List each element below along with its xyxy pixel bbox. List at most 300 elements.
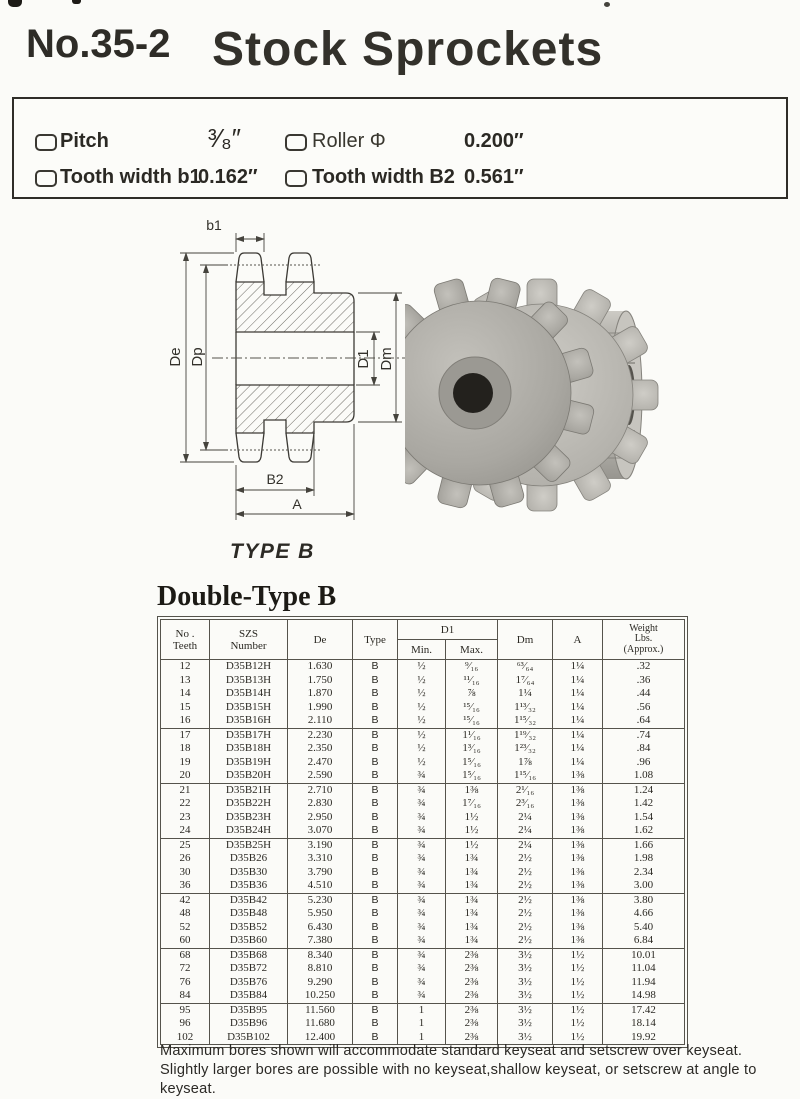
table-cell: 3½ [498,989,553,1003]
table-row [161,838,685,852]
table-cell: 1¹⁵⁄₃₂ [498,714,553,728]
scan-artifact [604,2,610,7]
table-cell: D35B18H [210,742,288,756]
table-cell: ¾ [398,797,446,811]
table-cell: D35B102 [210,1031,288,1045]
table-cell: 2⅜ [446,948,498,962]
table-cell: D35B19H [210,756,288,770]
header-szs-line2: Number [230,639,267,652]
table-cell: B [353,838,398,852]
page-title: Stock Sprockets [212,23,604,76]
table-cell: 17 [161,728,210,742]
table-cell: 1.66 [603,838,685,852]
table-cell: 1½ [553,976,603,990]
table-cell: 2½ [498,893,553,907]
table-cell: 3.80 [603,893,685,907]
table-cell: B [353,783,398,797]
table-row [161,948,685,962]
table-cell: 1.08 [603,769,685,783]
table-cell: ¾ [398,852,446,866]
table-cell: D35B22H [210,797,288,811]
table-cell: 1¼ [553,660,603,674]
table-cell: B [353,660,398,674]
table-cell: 1⅜ [553,797,603,811]
table-cell: 1¼ [553,701,603,715]
table-cell: B [353,1017,398,1031]
table-cell: B [353,962,398,976]
table-cell: 4.66 [603,907,685,921]
table-cell: B [353,907,398,921]
table-body [161,660,685,1045]
table-cell: D35B26 [210,852,288,866]
table-cell: ¹⁵⁄₁₆ [446,714,498,728]
table-cell: 19 [161,756,210,770]
table-heading: Double-Type B [157,581,337,612]
header-teeth [161,620,210,660]
table-cell: 3½ [498,948,553,962]
table-row [161,674,685,688]
table-cell: D35B60 [210,934,288,948]
table-cell: 48 [161,907,210,921]
table-cell: B [353,866,398,880]
table-cell: D35B20H [210,769,288,783]
table-cell: 1.42 [603,797,685,811]
table-cell: 1⅜ [553,769,603,783]
table-cell: 1¾ [446,921,498,935]
table-cell: .84 [603,742,685,756]
table-cell: B [353,797,398,811]
header-type: Type [353,620,398,660]
header-dm: Dm [498,620,553,660]
table-cell: 1⅜ [553,934,603,948]
table-cell: 42 [161,893,210,907]
table-cell: 2½ [498,921,553,935]
table-cell: B [353,921,398,935]
table-cell: 2¹⁄₁₆ [498,783,553,797]
table-cell: 1¾ [446,907,498,921]
table-cell: 1¹⁹⁄₃₂ [498,728,553,742]
table-cell: B [353,756,398,770]
table-cell: 2¼ [498,824,553,838]
table-cell: D35B42 [210,893,288,907]
pitch-value: ³⁄₈″ [208,123,241,153]
table-cell: 11.94 [603,976,685,990]
table-cell: 26 [161,852,210,866]
table-row [161,866,685,880]
table-cell: 2.470 [288,756,353,770]
table-cell: .64 [603,714,685,728]
table-cell: 1.630 [288,660,353,674]
table-cell: ¹⁵⁄₁₆ [446,701,498,715]
table-cell: 11.04 [603,962,685,976]
table-cell: D35B24H [210,824,288,838]
table-cell: 6.84 [603,934,685,948]
table-cell: 20 [161,769,210,783]
table-cell: 12 [161,660,210,674]
table-cell: 1¼ [553,756,603,770]
table-cell: 2⅜ [446,1017,498,1031]
header-teeth-line1: No . [175,627,195,640]
table-cell: 6.430 [288,921,353,935]
table-cell: 3.070 [288,824,353,838]
table-cell: ¾ [398,769,446,783]
table-cell: ½ [398,756,446,770]
checkbox-icon [285,170,307,187]
header-d1-min: Min. [398,640,446,660]
table-cell: 1.750 [288,674,353,688]
table-cell: 3.00 [603,879,685,893]
table-cell: 1¾ [446,893,498,907]
table-cell: 2¼ [498,838,553,852]
table-cell: 14.98 [603,989,685,1003]
table-cell: D35B23H [210,811,288,825]
table-cell: 95 [161,1003,210,1017]
table-cell: 36 [161,879,210,893]
checkbox-icon [285,134,307,151]
scan-artifact [72,0,81,4]
footer-notes [160,1042,800,1099]
table-cell: 18 [161,742,210,756]
dimension-labels [167,218,395,512]
table-cell: .56 [603,701,685,715]
table-cell: 84 [161,989,210,1003]
table-cell: 2⅜ [446,962,498,976]
cross-section-outline [236,253,354,462]
table-cell: 1 [398,1031,446,1045]
table-cell: 52 [161,921,210,935]
table-cell: 1⅜ [446,783,498,797]
table-cell: 1⅜ [553,824,603,838]
table-cell: D35B84 [210,989,288,1003]
table-cell: 13 [161,674,210,688]
table-cell: 1½ [446,811,498,825]
label-a: A [292,496,302,512]
table-cell: 1¹³⁄₃₂ [498,701,553,715]
label-d1: D1 [355,349,372,369]
table-row [161,879,685,893]
table-cell: 1⅜ [553,893,603,907]
table-cell: 1⁵⁄₁₆ [446,756,498,770]
table-cell: B [353,948,398,962]
table-cell: 1⁷⁄₁₆ [446,797,498,811]
table-cell: ¾ [398,907,446,921]
table-cell: ¾ [398,934,446,948]
table-cell: ¾ [398,989,446,1003]
table-cell: ¾ [398,838,446,852]
table-cell: ⅞ [446,687,498,701]
table-cell: ¾ [398,866,446,880]
table-cell: B [353,824,398,838]
table-cell: ¾ [398,879,446,893]
table-cell: 1½ [446,824,498,838]
table-cell: 2¼ [498,811,553,825]
tooth-width-b2-label: Tooth width B2 [312,166,455,188]
roller-label: Roller Φ [312,130,386,152]
header-szs [210,620,288,660]
table-cell: D35B12H [210,660,288,674]
table-row [161,824,685,838]
table-cell: 8.810 [288,962,353,976]
table-cell: 1¹⁄₁₆ [446,728,498,742]
table-cell: ½ [398,660,446,674]
table-cell: 3½ [498,1031,553,1045]
table-row [161,811,685,825]
table-cell: .32 [603,660,685,674]
table-cell: 2⅜ [446,1003,498,1017]
table-cell: .96 [603,756,685,770]
table-cell: 1½ [553,962,603,976]
table-cell: 1¼ [553,728,603,742]
table-cell: 1²³⁄₃₂ [498,742,553,756]
table-row [161,907,685,921]
sprocket-table [160,619,685,1045]
table-cell: 1½ [553,989,603,1003]
table-cell: D35B72 [210,962,288,976]
table-row [161,797,685,811]
table-cell: B [353,852,398,866]
table-cell: B [353,714,398,728]
sprocket-table-wrap [157,616,688,1048]
table-cell: D35B13H [210,674,288,688]
table-cell: B [353,1003,398,1017]
table-cell: 1⁷⁄₆₄ [498,674,553,688]
table-cell: 60 [161,934,210,948]
table-cell: B [353,728,398,742]
header-weight-line3: (Approx.) [623,643,664,655]
table-cell: ¾ [398,893,446,907]
table-row [161,728,685,742]
table-cell: D35B36 [210,879,288,893]
table-cell: 5.950 [288,907,353,921]
table-cell: 15 [161,701,210,715]
table-cell: 2³⁄₁₆ [498,797,553,811]
table-row [161,976,685,990]
table-cell: D35B16H [210,714,288,728]
table-cell: 1⅜ [553,879,603,893]
table-cell: D35B48 [210,907,288,921]
table-cell: B [353,687,398,701]
table-cell: 2.590 [288,769,353,783]
table-cell: 1¾ [446,852,498,866]
table-cell: 2½ [498,879,553,893]
header-de: De [288,620,353,660]
table-cell: 11.680 [288,1017,353,1031]
table-cell: D35B52 [210,921,288,935]
table-cell: ½ [398,728,446,742]
table-cell: 1.54 [603,811,685,825]
table-cell: 2⅜ [446,1031,498,1045]
table-cell: 19.92 [603,1031,685,1045]
table-cell: 1½ [446,838,498,852]
table-cell: D35B95 [210,1003,288,1017]
bore-hole [453,373,493,413]
table-cell: B [353,769,398,783]
table-cell: ¾ [398,962,446,976]
table-cell: 3½ [498,1003,553,1017]
table-cell: 1¼ [553,742,603,756]
table-row [161,660,685,674]
checkbox-icon [35,170,57,187]
table-cell: .36 [603,674,685,688]
table-cell: 96 [161,1017,210,1031]
table-cell: 2.230 [288,728,353,742]
table-row [161,962,685,976]
table-cell: B [353,1031,398,1045]
table-cell: 2⅜ [446,976,498,990]
table-cell: ¹¹⁄₁₆ [446,674,498,688]
header-weight-line2: Lbs. [634,633,653,645]
table-cell: D35B68 [210,948,288,962]
table-cell: 3½ [498,962,553,976]
table-cell: 1⅜ [553,852,603,866]
table-cell: 2½ [498,866,553,880]
table-cell: .44 [603,687,685,701]
table-row [161,687,685,701]
table-cell: 1¾ [446,879,498,893]
label-b1: b1 [206,218,222,233]
table-cell: 1 [398,1003,446,1017]
doc-number: No.35-2 [26,22,171,66]
table-cell: D35B14H [210,687,288,701]
table-cell: D35B76 [210,976,288,990]
table-cell: 1 [398,1017,446,1031]
table-cell: 10.01 [603,948,685,962]
table-row [161,769,685,783]
table-cell: 11.560 [288,1003,353,1017]
table-cell: 1¼ [498,687,553,701]
tooth-width-b1-value: 0.162″ [198,166,258,188]
table-cell: ½ [398,701,446,715]
checkbox-icon [35,134,57,151]
table-cell: D35B21H [210,783,288,797]
table-cell: ¾ [398,976,446,990]
table-cell: 2⅜ [446,989,498,1003]
roller-value: 0.200″ [464,130,524,152]
note-line-1: Maximum bores shown will accommodate standard keyseat and setscrew over keyseat. [160,1043,743,1059]
table-cell: 76 [161,976,210,990]
table-cell: 1¹⁵⁄₁₆ [498,769,553,783]
table-row [161,1003,685,1017]
table-cell: B [353,674,398,688]
scan-artifact [8,0,22,7]
table-cell: B [353,893,398,907]
table-cell: 22 [161,797,210,811]
table-cell: 102 [161,1031,210,1045]
table-cell: D35B30 [210,866,288,880]
table-cell: .74 [603,728,685,742]
table-cell: 1½ [553,1017,603,1031]
table-cell: B [353,879,398,893]
table-cell: ¾ [398,811,446,825]
header-a: A [553,620,603,660]
table-cell: 16 [161,714,210,728]
table-row [161,893,685,907]
table-row [161,714,685,728]
table-cell: 1.870 [288,687,353,701]
note-line-2: Slightly larger bores are possible with no keyseat,shallow keyseat, or setscrew at angle to keyseat. [160,1062,757,1097]
tooth-width-b2-value: 0.561″ [464,166,524,188]
table-header [161,620,685,660]
table-cell: 1⅜ [553,811,603,825]
table-cell: 1½ [553,1003,603,1017]
table-cell: 14 [161,687,210,701]
table-cell: ⁶³⁄₆₄ [498,660,553,674]
table-cell: 3½ [498,1017,553,1031]
table-cell: 2.110 [288,714,353,728]
table-cell: 1⅜ [553,907,603,921]
table-cell: 12.400 [288,1031,353,1045]
table-cell: 8.340 [288,948,353,962]
table-cell: 1.62 [603,824,685,838]
table-cell: 21 [161,783,210,797]
table-cell: 2.950 [288,811,353,825]
table-row [161,701,685,715]
table-cell: ¾ [398,824,446,838]
table-cell: ½ [398,674,446,688]
header-d1: D1 [398,620,498,640]
table-cell: 7.380 [288,934,353,948]
header-weight-line1: Weight [629,622,658,634]
table-cell: ¾ [398,783,446,797]
table-cell: ¾ [398,921,446,935]
table-row [161,1017,685,1031]
header-szs-line1: SZS [239,627,258,640]
table-cell: 1.98 [603,852,685,866]
table-cell: B [353,811,398,825]
table-cell: 1¼ [553,714,603,728]
table-cell: 1.24 [603,783,685,797]
table-cell: 9.290 [288,976,353,990]
label-b2: B2 [266,471,284,487]
table-cell: 17.42 [603,1003,685,1017]
table-cell: 3.790 [288,866,353,880]
table-cell: 3½ [498,976,553,990]
table-cell: 5.230 [288,893,353,907]
table-cell: 2½ [498,852,553,866]
table-cell: 1¼ [553,674,603,688]
table-row [161,934,685,948]
table-cell: 30 [161,866,210,880]
table-cell: 18.14 [603,1017,685,1031]
table-cell: 3.310 [288,852,353,866]
table-cell: 24 [161,824,210,838]
table-cell: 2.34 [603,866,685,880]
table-cell: D35B96 [210,1017,288,1031]
table-cell: ⁹⁄₁₆ [446,660,498,674]
table-row [161,852,685,866]
table-cell: 1⅜ [553,921,603,935]
table-cell: 1⁵⁄₁₆ [446,769,498,783]
table-cell: 1⅞ [498,756,553,770]
table-row [161,921,685,935]
header-weight [603,620,685,660]
sprocket-photo [405,253,685,533]
label-dp: Dp [189,347,206,367]
table-cell: 1¾ [446,934,498,948]
table-cell: 4.510 [288,879,353,893]
table-cell: 2½ [498,934,553,948]
table-cell: 3.190 [288,838,353,852]
table-cell: D35B15H [210,701,288,715]
specs-box [12,97,788,199]
table-cell: B [353,742,398,756]
table-cell: B [353,976,398,990]
table-cell: 72 [161,962,210,976]
table-cell: B [353,989,398,1003]
table-cell: 1⅜ [553,866,603,880]
table-cell: D35B17H [210,728,288,742]
table-cell: 2.710 [288,783,353,797]
